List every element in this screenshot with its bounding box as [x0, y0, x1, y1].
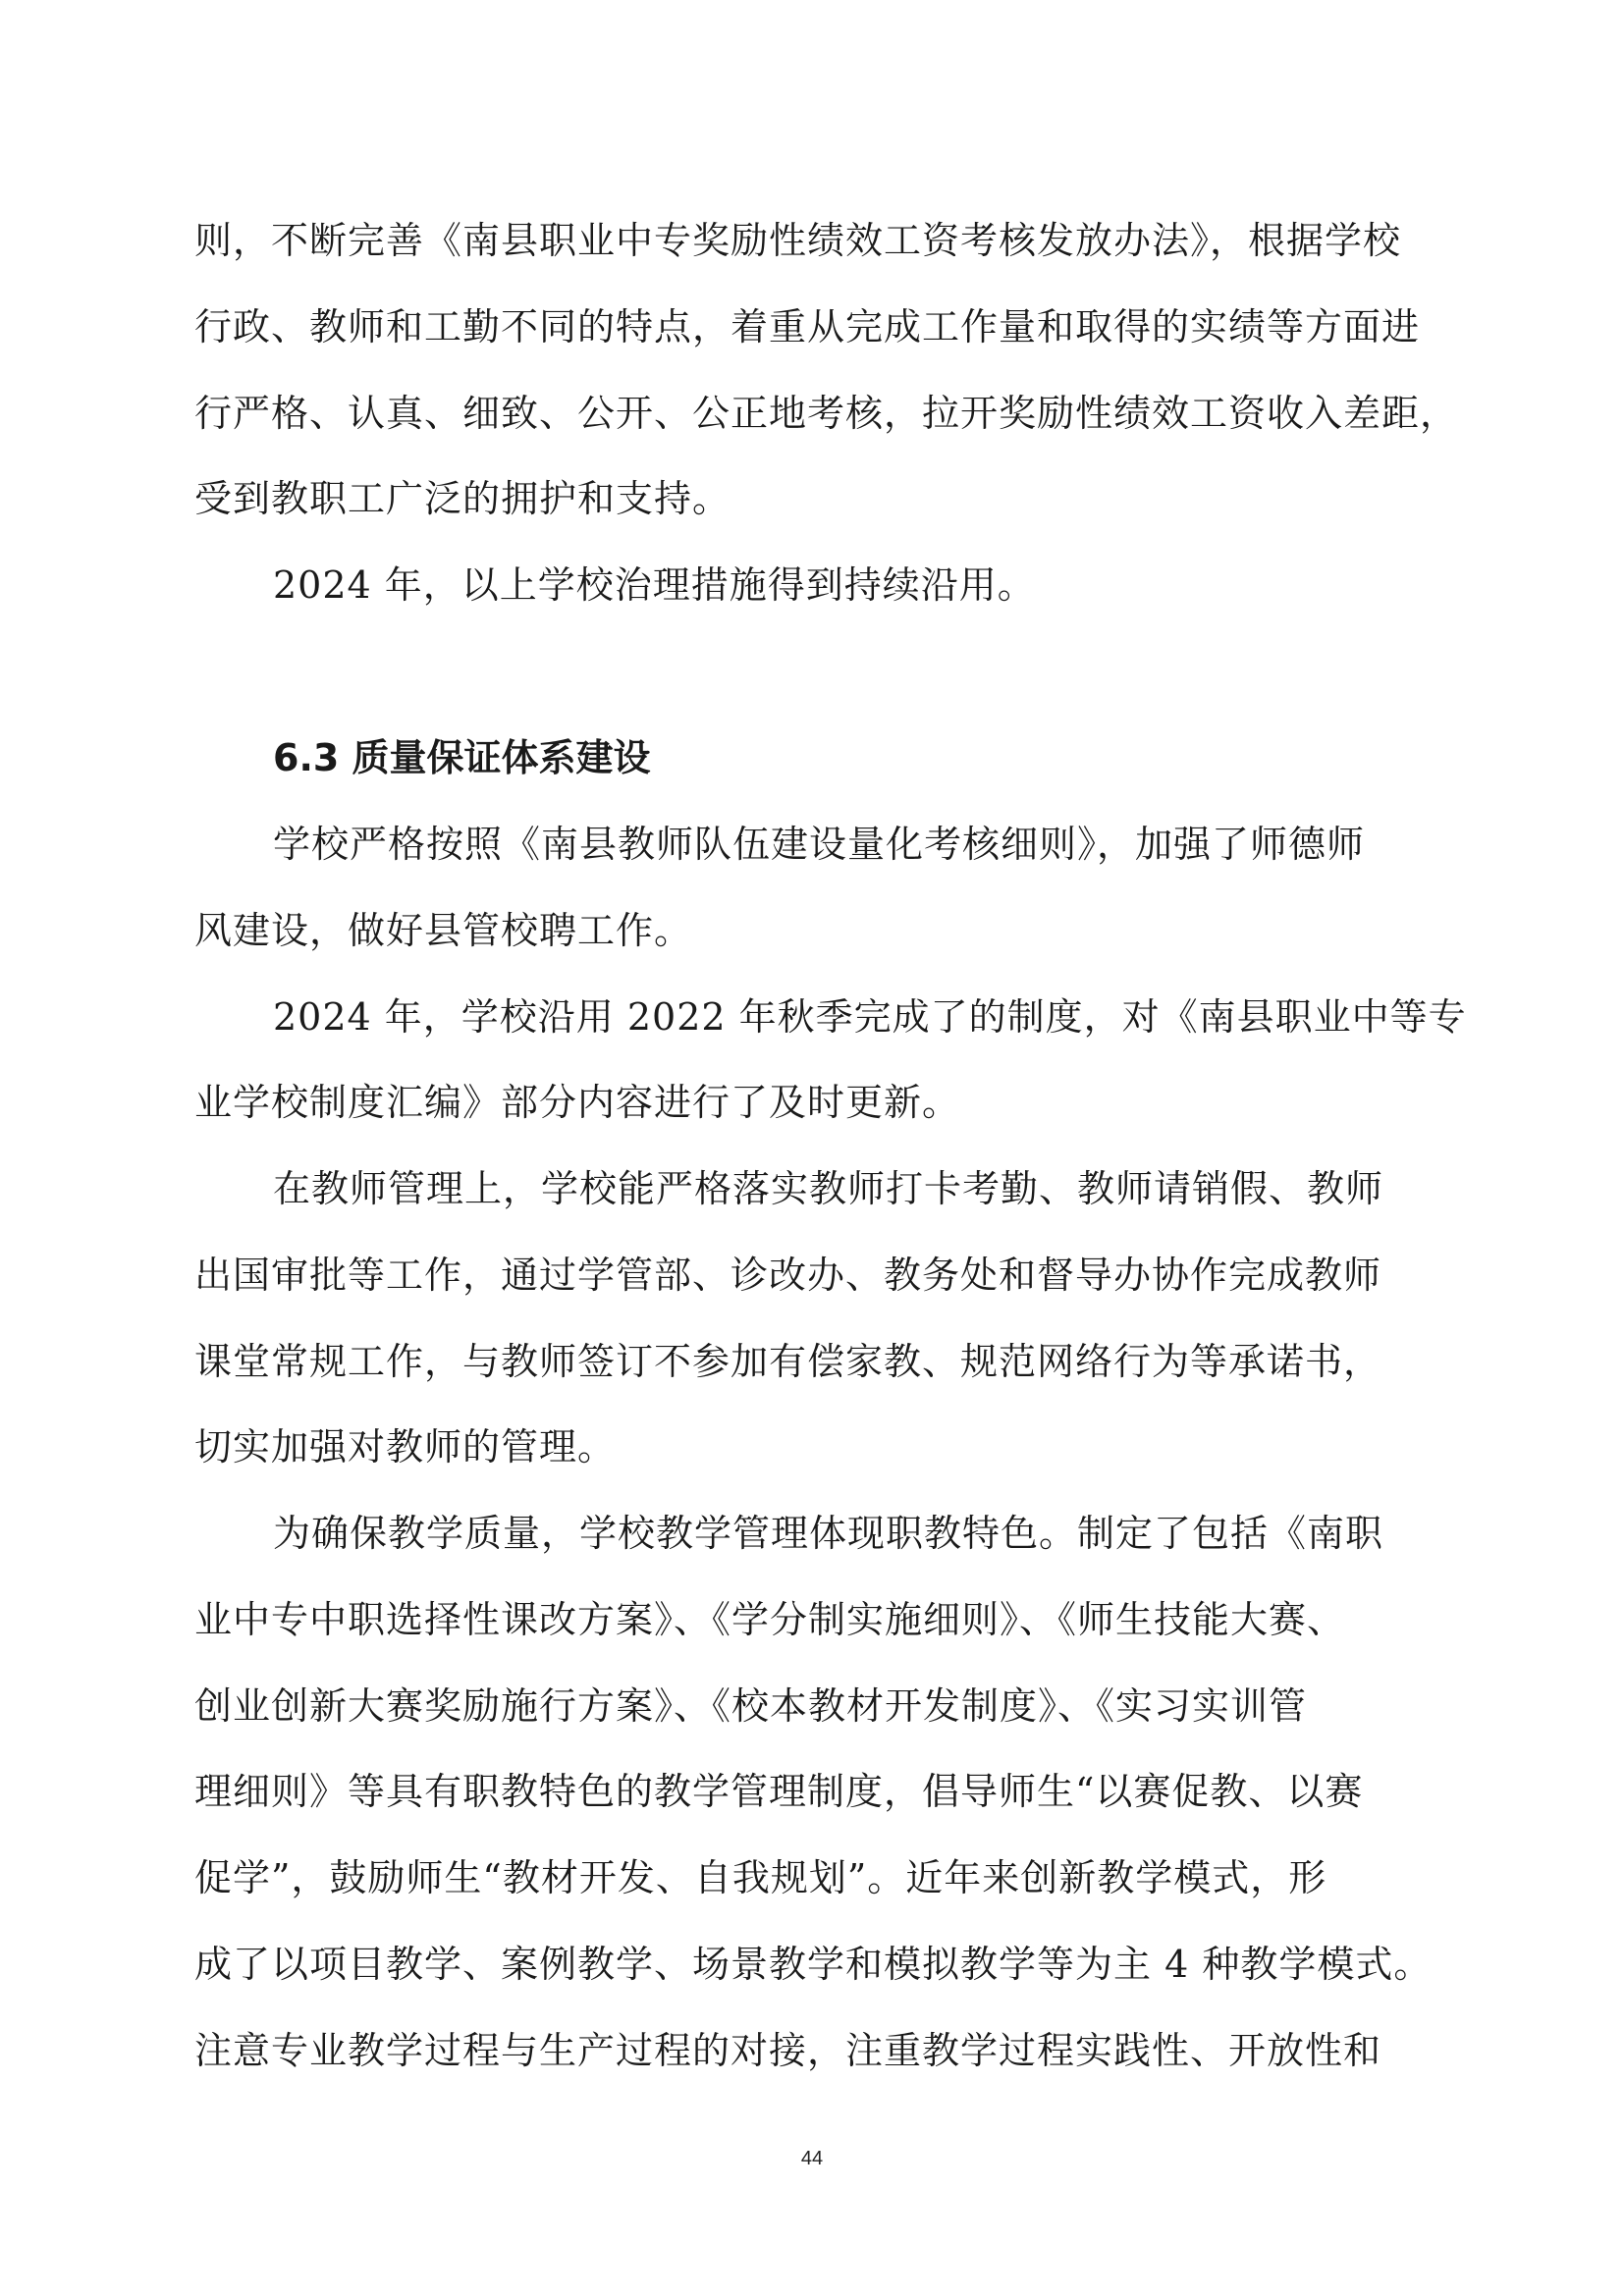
paragraph-1-line-1: 则，不断完善《南县职业中专奖励性绩效工资考核发放办法》，根据学校 [194, 219, 1402, 262]
paragraph-5-line-1: 在教师管理上，学校能严格落实教师打卡考勤、教师请销假、教师 [273, 1167, 1384, 1210]
paragraph-6-line-3: 创业创新大赛奖励施行方案》、《校本教材开发制度》、《实习实训管 [194, 1684, 1308, 1728]
paragraph-5-line-2: 出国审批等工作，通过学管部、诊改办、教务处和督导办协作完成教师 [194, 1254, 1382, 1297]
paragraph-4-line-2: 业学校制度汇编》部分内容进行了及时更新。 [194, 1081, 961, 1124]
paragraph-1-line-4: 受到教职工广泛的拥护和支持。 [194, 477, 731, 520]
paragraph-4-line-1: 2024 年，学校沿用 2022 年秋季完成了的制度，对《南县职业中等专 [273, 995, 1467, 1039]
paragraph-5-line-4: 切实加强对教师的管理。 [194, 1425, 617, 1468]
paragraph-3-line-2: 风建设，做好县管校聘工作。 [194, 909, 693, 952]
paragraph-2-line-1: 2024 年，以上学校治理措施得到持续沿用。 [273, 563, 1036, 607]
paragraph-6-line-5: 促学”，鼓励师生“教材开发、自我规划”。近年来创新教学模式，形 [194, 1856, 1327, 1899]
paragraph-6-line-2: 业中专中职选择性课改方案》、《学分制实施细则》、《师生技能大赛、 [194, 1598, 1346, 1641]
paragraph-6-line-6: 成了以项目教学、案例教学、场景教学和模拟教学等为主 4 种教学模式。 [194, 1943, 1433, 1986]
paragraph-6-line-4: 理细则》等具有职教特色的教学管理制度，倡导师生“以赛促教、以赛 [194, 1770, 1364, 1813]
paragraph-3-line-1: 学校严格按照《南县教师队伍建设量化考核细则》，加强了师德师 [273, 823, 1366, 866]
paragraph-1-line-3: 行严格、认真、细致、公开、公正地考核，拉开奖励性绩效工资收入差距， [194, 392, 1459, 435]
paragraph-6-line-1: 为确保教学质量，学校教学管理体现职教特色。制定了包括《南职 [273, 1512, 1384, 1555]
page-number: 44 [800, 2148, 824, 2169]
paragraph-1-line-2: 行政、教师和工勤不同的特点，着重从完成工作量和取得的实绩等方面进 [194, 305, 1421, 348]
section-heading: 6.3 质量保证体系建设 [273, 736, 651, 779]
paragraph-6-line-7: 注意专业教学过程与生产过程的对接，注重教学过程实践性、开放性和 [194, 2029, 1382, 2072]
paragraph-5-line-3: 课堂常规工作，与教师签订不参加有偿家教、规范网络行为等承诺书， [194, 1340, 1382, 1383]
